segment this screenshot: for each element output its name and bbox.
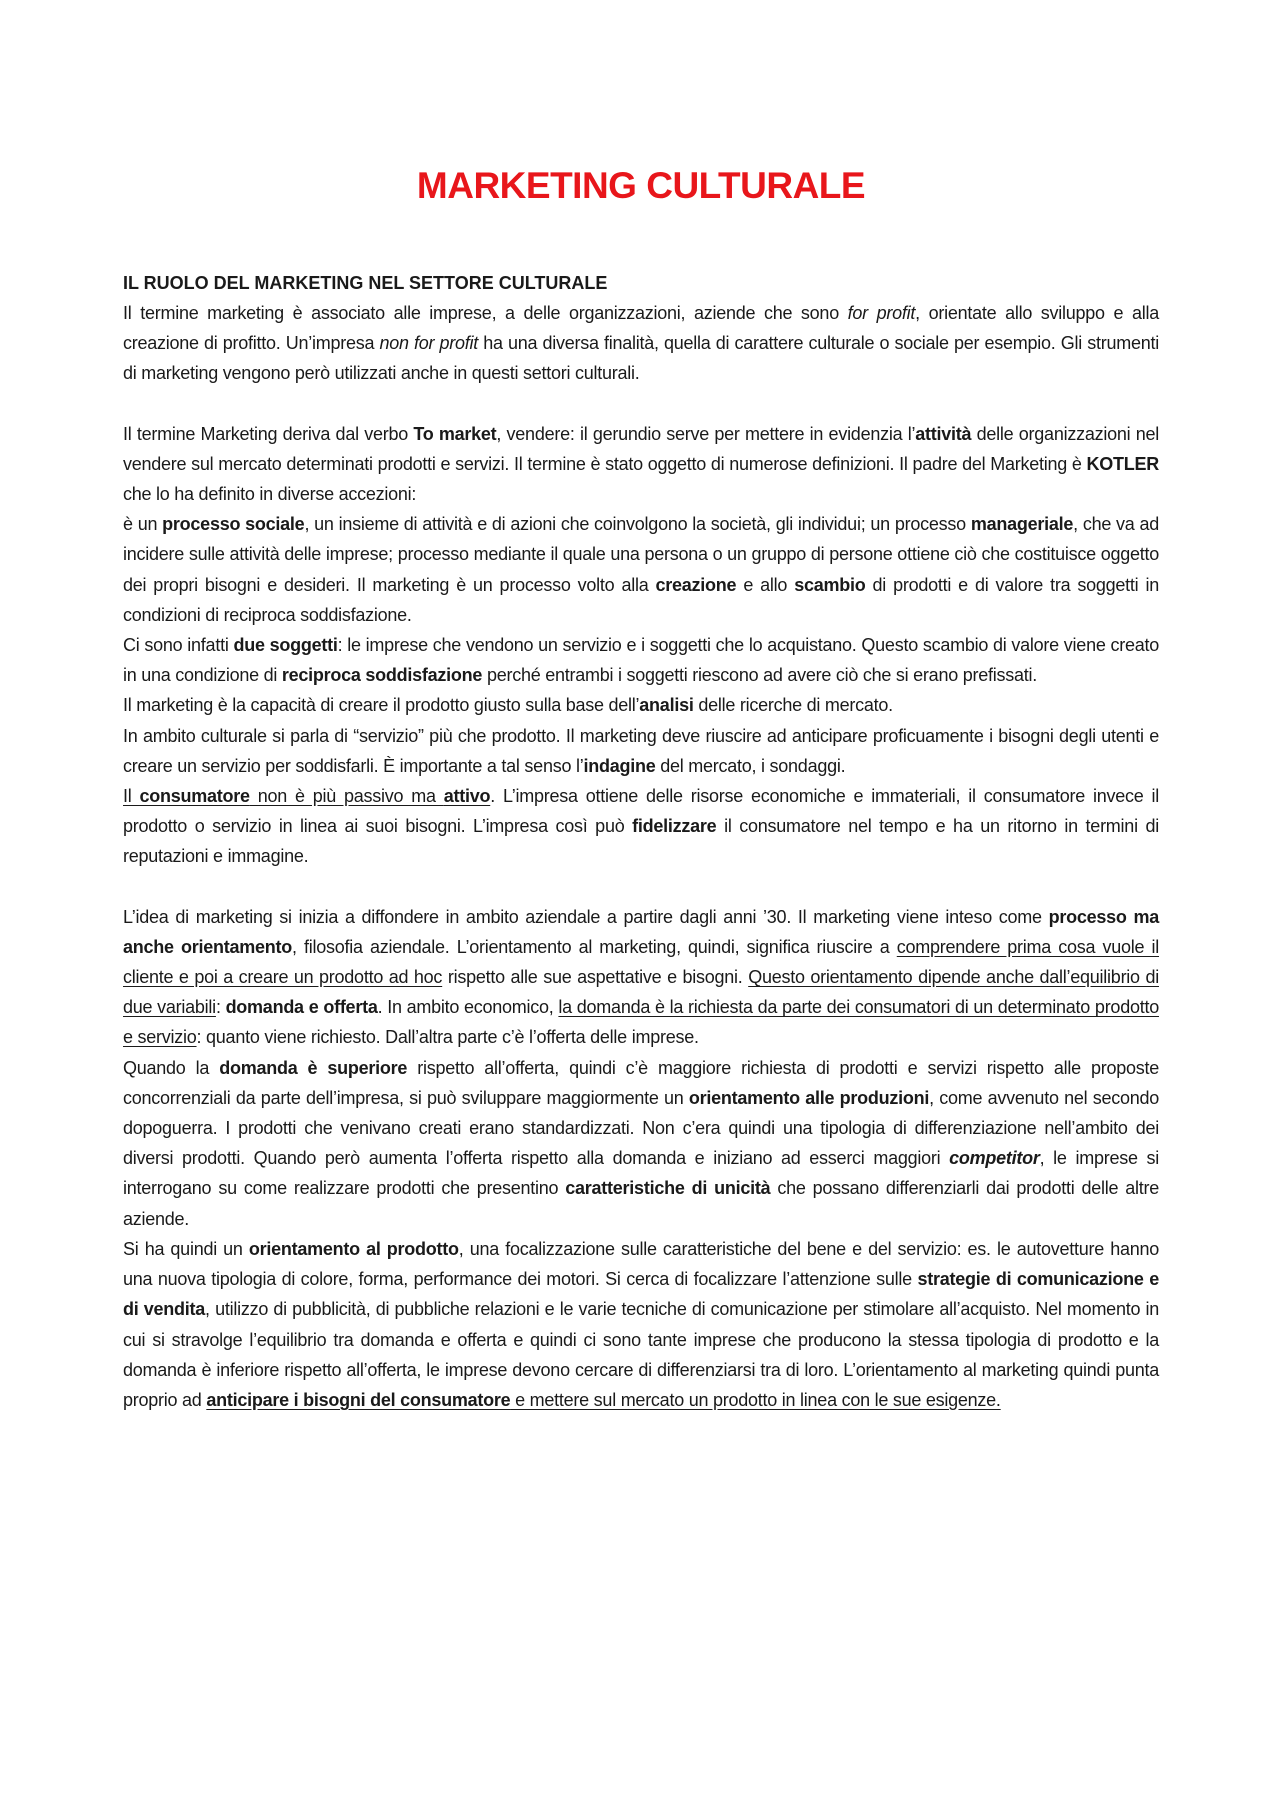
paragraph-9 — [123, 1053, 1159, 1234]
italic-term: for profit — [847, 303, 916, 323]
text-run: che possano differenziarli dai prodotti delle altre aziende. — [123, 1178, 1160, 1229]
text-run: , un insieme di attività e di azioni che coinvolgono la società, gli individui; un processo — [304, 514, 971, 535]
text-run: In ambito culturale si parla di “servizio” più che prodotto. Il marketing deve riuscire ad anticipare proficuamente i bisogni degli utenti e creare un servizio per soddisfarli. È importante a tal senso l’ — [123, 725, 1159, 776]
bold-term: creazione — [655, 574, 737, 595]
text-run: il consumatore nel tempo e ha un ritorno in termini di reputazioni e immagine. — [123, 816, 1159, 867]
text-run: . L’impresa ottiene delle risorse economiche e immateriali, il consumatore invece il prodotto o servizio in linea ai suoi bisogni. L’impresa così può — [123, 786, 1159, 837]
text-run: delle ricerche di mercato. — [693, 695, 893, 716]
text-run: Il termine Marketing deriva dal verbo — [123, 423, 414, 444]
underlined-phrase: Questo orientamento dipende anche dall’equilibrio di due variabili — [123, 967, 1159, 1018]
text-run: . In ambito economico, — [377, 997, 559, 1018]
text-run: L’idea di marketing si inizia a diffondere in ambito aziendale a partire dagli anni ’30. Il marketing viene inteso come — [123, 906, 1049, 927]
text-run: , come avvenuto nel secondo dopoguerra. I prodotti che venivano creati erano standardizzati. Non c’era quindi una tipologia di differenziazione nell’ambito dei diversi prodotti. Quando però aumenta l’offerta rispetto alla domanda e iniziano ad esserci maggiori — [123, 1087, 1160, 1169]
paragraph-8 — [123, 902, 1159, 1053]
text-run: : — [215, 997, 226, 1018]
bold-term: caratteristiche di unicità — [565, 1178, 771, 1199]
bold-term: consumatore — [139, 786, 250, 807]
text-run: , orientate allo sviluppo e alla creazione di profitto. Un’impresa — [123, 303, 1159, 354]
text-run: : quanto viene richiesto. Dall’altra parte c’è l’offerta delle imprese. — [196, 1027, 699, 1048]
section-heading: IL RUOLO DEL MARKETING NEL SETTORE CULTURALE — [123, 273, 608, 293]
bold-term: scambio — [794, 574, 866, 595]
document-title: MARKETING CULTURALE — [416, 165, 866, 206]
paragraph-4 — [123, 630, 1159, 690]
text-run: , le imprese si interrogano su come realizzare prodotti che presentino — [123, 1148, 1159, 1199]
text-run: : le imprese che vendono un servizio e i soggetti che lo acquistano. Questo scambio di valore viene creato in una condizione di — [123, 635, 1159, 686]
bold-term: reciproca soddisfazione — [281, 665, 483, 686]
text-run: del mercato, i sondaggi. — [655, 755, 846, 776]
bold-term: processo ma anche orientamento — [123, 906, 1159, 957]
bold-term: manageriale — [970, 514, 1074, 535]
underlined-phrase — [206, 1390, 1000, 1410]
bold-term: analisi — [639, 695, 694, 716]
paragraph-2 — [123, 419, 1159, 510]
text-run: Quando la — [123, 1057, 220, 1078]
text-run: ha una diversa finalità, quella di carattere culturale o sociale per esempio. Gli strumenti di marketing vengono però utilizzati anche in questi settori culturali. — [123, 333, 1160, 384]
paragraph-6 — [123, 721, 1159, 781]
paragraph-7 — [123, 781, 1159, 872]
bold-term: orientamento al prodotto — [248, 1238, 459, 1259]
bold-term: indagine — [583, 755, 656, 776]
bold-term: fidelizzare — [632, 816, 717, 837]
paragraph-gap — [123, 872, 1159, 902]
text-run: non è più passivo ma — [249, 786, 444, 807]
text-run: Si ha quindi un — [123, 1238, 249, 1259]
bold-term: anticipare i bisogni del consumatore — [206, 1389, 511, 1410]
text-run: , utilizzo di pubblicità, di pubbliche relazioni e le varie tecniche di comunicazione per stimolare all’acquisto. Nel momento in cui si stravolge l’equilibrio tra domanda e offerta e quindi ci sono tante imprese che producono la stessa tipologia di prodotto e la domanda è inferiore rispetto all’offerta, le imprese devono cercare di differenziarsi tra di loro. L’orientamento al marketing quindi punta proprio ad — [123, 1299, 1160, 1410]
text-run: e allo — [736, 574, 795, 595]
text-run: e mettere sul mercato un prodotto in linea con le sue esigenze. — [510, 1389, 1001, 1410]
bold-term: attivo — [443, 786, 491, 807]
underlined-phrase: la domanda è la richiesta da parte dei consumatori di un determinato prodotto e servizio — [123, 997, 1159, 1048]
paragraph-5 — [123, 690, 1159, 720]
italic-term: non for profit — [379, 333, 479, 354]
bold-term: domanda è superiore — [219, 1057, 408, 1078]
bold-term: due soggetti — [233, 635, 338, 656]
paragraph-gap — [123, 389, 1159, 419]
bold-term: To market — [413, 423, 497, 444]
bold-term: processo sociale — [162, 514, 305, 535]
text-run: Ci sono infatti — [123, 635, 234, 656]
bold-term: attività — [915, 423, 972, 444]
text-run: , una focalizzazione sulle caratteristiche del bene e del servizio: es. le autovetture hanno una nuova tipologia di colore, forma, performance dei motori. Si cerca di focalizzare l’attenzione sulle — [123, 1238, 1160, 1290]
text-run: Il marketing è la capacità di creare il prodotto giusto sulla base dell’ — [123, 695, 640, 716]
text-run: rispetto alle sue aspettative e bisogni. — [442, 967, 749, 988]
underlined-phrase: comprendere prima cosa vuole il cliente e poi a creare un prodotto ad hoc — [123, 936, 1160, 988]
bold-italic-term: competitor — [949, 1148, 1040, 1169]
text-run: delle organizzazioni nel vendere sul mercato determinati prodotti e servizi. Il termine è stato oggetto di numerose definizioni. Il padre del Marketing è — [123, 423, 1159, 474]
text-run: , vendere: il gerundio serve per mettere in evidenzia l’ — [496, 423, 916, 444]
paragraph-10 — [123, 1234, 1159, 1415]
underlined-phrase — [123, 786, 490, 806]
paragraph-1 — [123, 298, 1159, 389]
text-run: , filosofia aziendale. L’orientamento al marketing, quindi, significa riuscire a — [292, 936, 897, 957]
bold-term: strategie di comunicazione e di vendita — [123, 1269, 1159, 1320]
bold-term: domanda e offerta — [225, 997, 378, 1018]
bold-term: KOTLER — [1086, 453, 1159, 474]
text-run: Il termine marketing è associato alle imprese, a delle organizzazioni, aziende che sono — [123, 303, 848, 323]
bold-term: orientamento alle produzioni — [688, 1087, 930, 1108]
text-run: è un — [123, 514, 163, 535]
text-run: Il — [123, 786, 140, 807]
paragraph-3 — [123, 509, 1159, 630]
text-run: rispetto all’offerta, quindi c’è maggiore richiesta di prodotti e servizi rispetto alle proposte concorrenziali da parte dell’impresa, si può sviluppare maggiormente un — [123, 1057, 1159, 1108]
text-run: di prodotti e di valore tra soggetti in condizioni di reciproca soddisfazione. — [123, 574, 1159, 625]
text-run: , che va ad incidere sulle attività delle imprese; processo mediante il quale una persona o un gruppo di persone ottiene ciò che costituisce oggetto dei propri bisogni e desideri. Il marketing è un processo volto alla — [123, 514, 1160, 595]
text-run: che lo ha definito in diverse accezioni: — [123, 484, 417, 505]
text-run: perché entrambi i soggetti riescono ad avere ciò che si erano prefissati. — [482, 665, 1037, 686]
